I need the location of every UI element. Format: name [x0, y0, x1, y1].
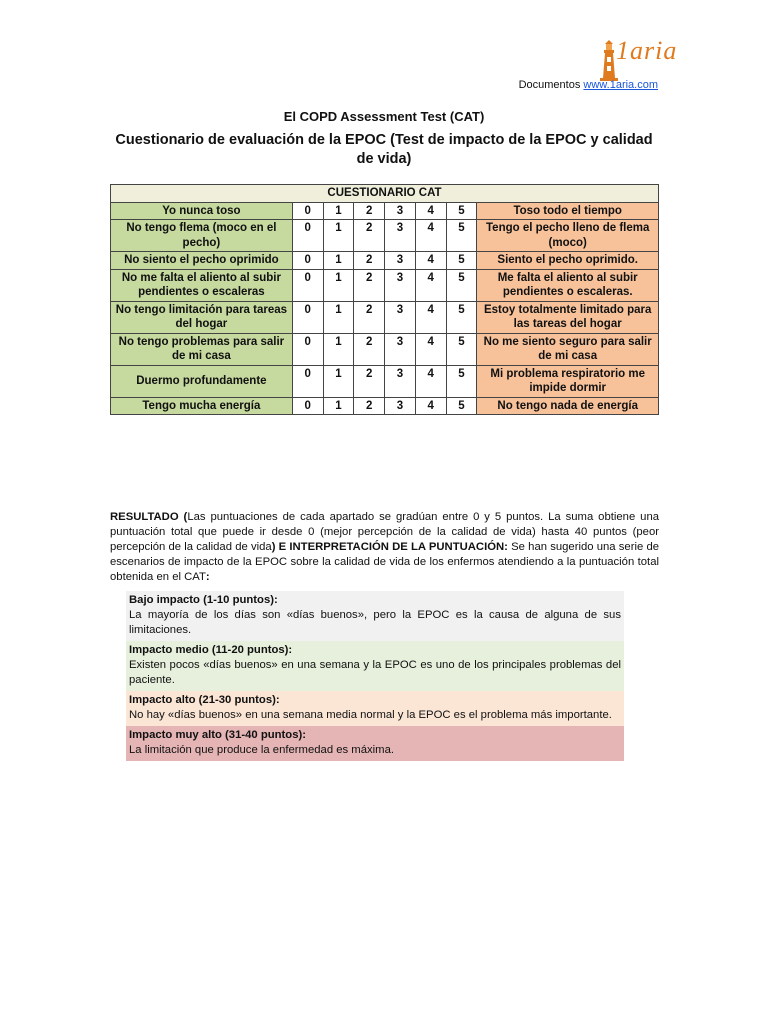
item-right-statement: Siento el pecho oprimido. [477, 252, 659, 270]
impact-level-title: Bajo impacto (1-10 puntos): [129, 594, 278, 606]
score-option-2[interactable]: 2 [354, 397, 385, 415]
score-option-4[interactable]: 4 [415, 202, 446, 220]
result-text-2: Se han sugerido una serie de escenarios de impacto de la EPOC sobre la calidad de vida de los enfermos atendiendo a la puntuación total obtenida en el CAT [110, 541, 660, 583]
table-header: CUESTIONARIO CAT [111, 185, 659, 203]
score-option-5[interactable]: 5 [446, 269, 477, 301]
impact-level-high [126, 691, 624, 726]
item-left-statement: Tengo mucha energía [111, 397, 293, 415]
score-option-4[interactable]: 4 [415, 269, 446, 301]
impact-level-very-high [126, 726, 624, 761]
score-option-2[interactable]: 2 [354, 333, 385, 365]
score-option-1[interactable]: 1 [323, 365, 354, 397]
score-option-0[interactable]: 0 [292, 269, 323, 301]
score-option-4[interactable]: 4 [415, 365, 446, 397]
impact-level-low [126, 591, 624, 641]
item-left-statement: No me falta el aliento al subir pendientes o escaleras [111, 269, 293, 301]
table-row [111, 365, 659, 397]
score-option-3[interactable]: 3 [385, 333, 416, 365]
item-right-statement: No tengo nada de energía [477, 397, 659, 415]
score-option-1[interactable]: 1 [323, 397, 354, 415]
score-option-0[interactable]: 0 [292, 301, 323, 333]
score-option-2[interactable]: 2 [354, 252, 385, 270]
table-row [111, 269, 659, 301]
score-option-5[interactable]: 5 [446, 252, 477, 270]
item-right-statement: Me falta el aliento al subir pendientes o escaleras. [477, 269, 659, 301]
impact-level-medium [126, 641, 624, 691]
result-interpretation-label: ) E INTERPRETACIÓN DE LA PUNTUACIÓN: [271, 541, 508, 553]
logo-text: 1aria [616, 36, 678, 65]
score-option-4[interactable]: 4 [415, 220, 446, 252]
score-option-5[interactable]: 5 [446, 301, 477, 333]
score-option-2[interactable]: 2 [354, 269, 385, 301]
score-option-5[interactable]: 5 [446, 397, 477, 415]
impact-level-title: Impacto medio (11-20 puntos): [129, 644, 293, 656]
score-option-1[interactable]: 1 [323, 301, 354, 333]
score-option-0[interactable]: 0 [292, 333, 323, 365]
item-left-statement: No tengo limitación para tareas del hogar [111, 301, 293, 333]
impact-level-title: Impacto muy alto (31-40 puntos): [129, 729, 307, 741]
score-option-3[interactable]: 3 [385, 269, 416, 301]
score-option-1[interactable]: 1 [323, 333, 354, 365]
impact-level-title: Impacto alto (21-30 puntos): [129, 694, 280, 706]
score-option-5[interactable]: 5 [446, 333, 477, 365]
table-row [111, 202, 659, 220]
table-row [111, 252, 659, 270]
impact-levels [126, 591, 624, 761]
table-row [111, 333, 659, 365]
cat-questionnaire-table [110, 184, 659, 415]
impact-level-text: No hay «días buenos» en una semana media normal y la EPOC es el problema más importante. [129, 709, 612, 721]
score-option-1[interactable]: 1 [323, 269, 354, 301]
score-option-2[interactable]: 2 [354, 365, 385, 397]
item-left-statement: No siento el pecho oprimido [111, 252, 293, 270]
score-option-0[interactable]: 0 [292, 397, 323, 415]
page-subtitle: Cuestionario de evaluación de la EPOC (Test de impacto de la EPOC y calidad de vida) [115, 132, 653, 167]
score-option-4[interactable]: 4 [415, 252, 446, 270]
item-left-statement: No tengo problemas para salir de mi casa [111, 333, 293, 365]
score-option-5[interactable]: 5 [446, 365, 477, 397]
score-option-3[interactable]: 3 [385, 252, 416, 270]
score-option-2[interactable]: 2 [354, 301, 385, 333]
score-option-0[interactable]: 0 [292, 220, 323, 252]
result-colon: : [205, 571, 210, 583]
item-left-statement: Yo nunca toso [111, 202, 293, 220]
doc-label: Documentos [518, 79, 581, 91]
item-left-statement: Duermo profundamente [111, 365, 293, 397]
impact-level-text: La mayoría de los días son «días buenos», pero la EPOC es la causa de alguna de sus limitaciones. [129, 609, 621, 636]
score-option-4[interactable]: 4 [415, 301, 446, 333]
score-option-1[interactable]: 1 [323, 202, 354, 220]
score-option-2[interactable]: 2 [354, 202, 385, 220]
table-row [111, 301, 659, 333]
score-option-3[interactable]: 3 [385, 220, 416, 252]
result-text-1: Las puntuaciones de cada apartado se gradúan entre 0 y 5 puntos. La suma obtiene una puntuación total que puede ir desde 0 (mejor percepción de la calidad de vida) hasta 40 puntos (peor percepción de la calidad de vida [110, 511, 660, 553]
score-option-3[interactable]: 3 [385, 365, 416, 397]
score-option-3[interactable]: 3 [385, 397, 416, 415]
item-right-statement: Mi problema respiratorio me impide dormir [477, 365, 659, 397]
header-documentos [519, 79, 658, 91]
score-option-4[interactable]: 4 [415, 333, 446, 365]
score-option-3[interactable]: 3 [385, 202, 416, 220]
item-right-statement: Tengo el pecho lleno de flema (moco) [477, 220, 659, 252]
score-option-5[interactable]: 5 [446, 220, 477, 252]
impact-level-text: La limitación que produce la enfermedad es máxima. [129, 744, 394, 756]
score-option-1[interactable]: 1 [323, 252, 354, 270]
table-row [111, 397, 659, 415]
score-option-0[interactable]: 0 [292, 365, 323, 397]
result-paragraph [110, 510, 659, 585]
score-option-3[interactable]: 3 [385, 301, 416, 333]
item-left-statement: No tengo flema (moco en el pecho) [111, 220, 293, 252]
table-header-row [111, 185, 659, 203]
result-label: RESULTADO ( [110, 511, 188, 523]
website-link[interactable]: www.1aria.com [583, 79, 658, 91]
score-option-0[interactable]: 0 [292, 202, 323, 220]
score-option-1[interactable]: 1 [323, 220, 354, 252]
item-right-statement: Estoy totalmente limitado para las tareas del hogar [477, 301, 659, 333]
score-option-0[interactable]: 0 [292, 252, 323, 270]
table-row [111, 220, 659, 252]
score-option-2[interactable]: 2 [354, 220, 385, 252]
item-right-statement: No me siento seguro para salir de mi casa [477, 333, 659, 365]
score-option-5[interactable]: 5 [446, 202, 477, 220]
impact-level-text: Existen pocos «días buenos» en una semana y la EPOC es uno de los principales problemas del paciente. [129, 659, 621, 686]
page-title: El COPD Assessment Test (CAT) [283, 109, 485, 124]
item-right-statement: Toso todo el tiempo [477, 202, 659, 220]
score-option-4[interactable]: 4 [415, 397, 446, 415]
